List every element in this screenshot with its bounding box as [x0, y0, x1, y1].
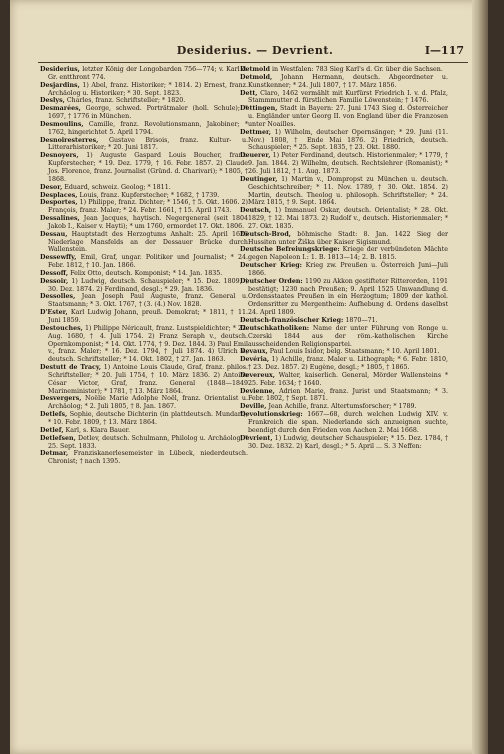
dictionary-entry — [40, 293, 248, 309]
entry-text: 1) Martin v., Dompropst zu München u. deutsch. Geschichtschreiber; * 11. Nov. 1789, † 30. Okt. 1854. 2) Martin, deutsch. Theolog u. philosoph. Schriftsteller; * 24. März 1815, † 9. Sept. 1864. — [248, 175, 448, 207]
dictionary-entry — [240, 105, 448, 129]
dictionary-entry — [40, 121, 248, 137]
dictionary-entry — [40, 184, 248, 192]
entry-text: 1) Peter Ferdinand, deutsch. Historienmaler; * 1779, † 9. Jan. 1844. 2) Wilhelm, deutsch. Rechtslehrer (Romanist); * 26. Juli 1812, † 1. Aug. 1873. — [248, 152, 448, 175]
entry-headword: Destouches, — [40, 324, 83, 332]
page-number: I—117 — [424, 44, 464, 57]
entry-headword: Deutsch-französischer Krieg: — [240, 317, 344, 324]
dictionary-entry — [40, 97, 248, 105]
dictionary-entry — [40, 278, 248, 294]
dictionary-entry — [40, 82, 248, 98]
dictionary-entry — [240, 278, 448, 317]
entry-headword: Deutsche Befreiungskriege: — [240, 246, 340, 254]
dictionary-entry — [40, 364, 248, 395]
entry-headword: Desmarées, — [40, 105, 81, 113]
entry-headword: Deslys, — [40, 97, 65, 105]
entry-headword: Detlef, — [40, 426, 64, 434]
entry-text: 1) Ludwig, deutsch. Schauspieler; * 15. Dez. 1809, † 30. Dez. 1874. 2) Ferdinand, desgl.; * 29. Jan. 1836. — [48, 277, 248, 293]
entry-text: Krieg zw. Preußen u. Österreich Juni—Juli 1866. — [248, 262, 449, 277]
dictionary-entry — [40, 66, 248, 82]
entry-text: Charles, franz. Schriftsteller; * 1820. — [64, 97, 186, 105]
entry-headword: Dessau, — [40, 230, 68, 238]
entry-headword: Deutscher Krieg: — [240, 262, 302, 270]
dictionary-entry — [40, 192, 248, 200]
entry-text: in Westfalen: 783 Sieg Karl's d. Gr. über die Sachsen. — [270, 66, 443, 73]
dictionary-entry — [240, 317, 448, 325]
entry-headword: Desmoulins, — [40, 120, 84, 128]
entry-headword: Deutsch-Brod, — [240, 230, 291, 238]
entry-headword: Detmold — [240, 66, 271, 73]
entry-text: 1) Immanuel Oskar, deutsch. Orientalist; * 28. Okt. 1829, † 12. Mai 1873. 2) Rudolf v., deutsch. Historienmaler; * 27. Okt. 1835. — [248, 207, 448, 230]
dictionary-entry — [240, 388, 448, 404]
entry-text: George, schwed. Porträtmaler (holl. Schule); * 1697, † 1776 in München. — [48, 105, 248, 121]
entry-headword: Detlefsen, — [40, 434, 76, 442]
dictionary-entry — [240, 262, 448, 278]
dictionary-entry — [40, 231, 248, 255]
dictionary-entry — [240, 411, 448, 435]
entry-text: Gustave Brisois, franz. Kultur- u. Litterarhistoriker; * 20. Juni 1817. — [48, 136, 248, 152]
entry-headword: Desportes, — [40, 199, 78, 207]
running-title: Desiderius. — Devrient. — [176, 44, 334, 57]
dictionary-entry — [240, 231, 448, 247]
left-column — [40, 66, 248, 466]
dictionary-entry — [240, 74, 448, 90]
entry-text: 1) Wilhelm, deutscher Opernsänger; * 29. Juni (11. Nov.) 1808, † Ende Mai 1876. 2) Friedrich, deutsch. Schauspieler; * 25. Sept. 1835, † 23. Okt. 1880. — [248, 128, 448, 152]
entry-headword: Desnoiresterres, — [40, 136, 99, 144]
header-rule — [38, 62, 468, 63]
dictionary-entry — [40, 309, 248, 325]
entry-headword: Desvergers, — [40, 395, 82, 403]
dictionary-entry — [240, 403, 448, 411]
entry-text: letzter König der Longobarden 756—774; v. Karl d. Gr. entthront 774. — [48, 66, 248, 81]
book-page — [10, 0, 488, 754]
entry-headword: Dessewffy, — [40, 254, 77, 262]
entry-text: 1) Antoine Louis Claude, Graf, franz. philos. Schriftsteller; * 20. Juli 1754, † 10. März 1836. 2) Antoine César Victor, Graf, franz. General (1848—1849 Marineminister); * 1781, † 13. März 1864. — [48, 364, 248, 395]
entry-headword: Devrient, — [240, 434, 273, 442]
entry-text: 1) Philippe Néricault, franz. Lustspieldichter; * 22. Aug. 1680, † 4. Juli 1754. 2) Franz Seraph v., deutsch. Opernkomponist; * 14. Okt. 1774, † 9. Dez. 1844. 3) Paul Emil v., franz. Maler; * 16. Dez. 1794, † Juli 1874. 4) Ulrich v., deutsch. Schriftsteller; * 14. Okt. 1802, † 27. Jan. 1863. — [48, 324, 248, 364]
entry-headword: Dessolles, — [40, 293, 76, 301]
dictionary-entry — [40, 427, 248, 435]
entry-headword: Dessoff, — [40, 269, 69, 277]
entry-headword: Detlefs, — [40, 411, 68, 419]
entry-text: Felix Otto, deutsch. Komponist; * 14. Jan. 1835. — [68, 269, 223, 277]
entry-text: Detlev, deutsch. Schulmann, Philolog u. Archäolog; * 25. Sept. 1833. — [48, 434, 248, 450]
entry-headword: Deutschkatholiken: — [240, 324, 310, 332]
entry-text: Camille, franz. Revolutionsmann, Jakobiner; * 1762, hingerichtet 5. April 1794. — [48, 120, 248, 136]
entry-text: Karl, s. Klara Bauer. — [63, 426, 130, 434]
dictionary-entry — [240, 207, 448, 231]
page-edge — [472, 0, 488, 754]
entry-text: Noëlie Marie Adolphe Noël, franz. Orientalist u. Archäolog; * 2. Juli 1805, † 8. Jan. 1867. — [48, 395, 248, 411]
entry-headword: D'Ester, — [40, 309, 68, 317]
entry-headword: Desjardins, — [40, 81, 80, 89]
dictionary-entry — [40, 137, 248, 153]
entry-headword: Devereux, — [240, 371, 275, 379]
entry-text: Johann Hermann, deutsch. Abgeordneter u. Kunstkenner; * 24. Juli 1807, † 17. März 1856. — [248, 73, 448, 89]
dictionary-entry — [40, 105, 248, 121]
running-header — [38, 44, 472, 64]
dictionary-entry — [40, 215, 248, 231]
entry-headword: Destutt de Tracy, — [40, 364, 102, 372]
entry-text: Jean Joseph Paul Auguste, franz. General u. Staatsmann; * 3. Okt. 1767, † (3. (4.) Nov. 1828. — [48, 293, 248, 309]
dictionary-entry — [40, 450, 248, 466]
entry-text: Kriege der verbündeten Mächte gegen Napoleon I.: 1. B. 1813—14; 2. B. 1815. — [248, 246, 448, 262]
dictionary-entry — [240, 372, 448, 388]
dictionary-entry — [40, 254, 248, 270]
entry-text: 1) Philippe, franz. Dichter; * 1546, † 5. Okt. 1606. 2) François, franz. Maler; * 24. Febr. 1661, † 15. April 1743. — [48, 199, 248, 215]
entry-text: Stadt in Bayern: 27. Juni 1743 Sieg d. Österreicher u. Engländer unter Georg II. von England über die Franzosen unter Noailles. — [248, 105, 448, 128]
dictionary-entry — [240, 246, 448, 262]
entry-text: böhmische Stadt: 8. Jan. 1422 Sieg der Hussiten unter Žiška über Kaiser Sigismund. — [248, 230, 448, 246]
entry-text: Franziskanerlesemeister in Lübeck, niederdeutsch. Chronist; † nach 1395. — [48, 450, 248, 466]
entry-text: Paul Louis Isidor, belg. Staatsmann; * 10. April 1801. — [267, 348, 440, 356]
entry-headword: Detmold, — [240, 73, 273, 81]
entry-headword: Desnoyers, — [40, 152, 79, 160]
dictionary-entry — [240, 176, 448, 207]
dictionary-entry — [40, 199, 248, 215]
entry-headword: Devolutionskrieg: — [240, 411, 303, 419]
entry-text: Walter, kaiserlich. General, Mörder Wallensteins * 25. Febr. 1634; † 1640. — [248, 371, 448, 387]
entry-headword: Devéria, — [240, 356, 270, 364]
entry-headword: Dessoir, — [40, 277, 69, 285]
entry-text: 1) Ludwig, deutscher Schauspieler; * 15. Dez. 1784, † 30. Dez. 1832. 2) Karl, desgl.; * 5. April ... S. 3 Neffen: — [248, 434, 448, 450]
entry-headword: Deutinger, — [240, 175, 278, 183]
entry-text: 1) Auguste Gaspard Louis Boucher, franz. Kupferstecher; * 19. Dez. 1779, † 16. Febr. 1857. 2) Claude Jos. Florence, franz. Journalist (Gründ. d. Charivari); * 1805, † 1868. — [48, 152, 248, 183]
entry-headword: Detmar, — [40, 450, 69, 458]
entry-headword: Dett, — [240, 89, 258, 97]
entry-headword: Deville, — [240, 403, 267, 411]
entry-text: Claro, 1462 vermählt mit Kurfürst Friedrich I. v. d. Pfalz, Stammmutter d. fürstlichen Familie Löwenstein; † 1476. — [248, 89, 448, 105]
dictionary-entry — [40, 152, 248, 183]
entry-text: 1870—71. — [343, 317, 378, 324]
dictionary-entry — [40, 435, 248, 451]
entry-headword: Devienne, — [240, 387, 275, 395]
dictionary-entry — [40, 395, 248, 411]
entry-headword: Deutsch, — [240, 207, 272, 215]
entry-text: Sophie, deutsche Dichterin (in plattdeutsch. Mundart); * 10. Febr. 1809, † 13. März 1864. — [48, 411, 248, 426]
entry-headword: Desor, — [40, 183, 63, 191]
dictionary-entry — [240, 435, 448, 451]
entry-text: Jean Jacques, haytisch. Negergeneral (seit 1804 Jakob I., Kaiser v. Hayti); * um 1760, ermordet 17. Okt. 1806. — [48, 215, 248, 230]
entry-headword: Dettmer, — [240, 128, 272, 136]
entry-text: Eduard, schweiz. Geolog; * 1811. — [62, 183, 171, 191]
entry-text: Jean Achille, franz. Altertumsforscher; * 1789. — [266, 403, 417, 411]
dictionary-entry — [240, 356, 448, 372]
dictionary-entry — [40, 411, 248, 427]
dictionary-entry — [240, 90, 448, 106]
entry-text: Emil, Graf, ungar. Politiker und Journalist; * 24. Febr. 1812, † 10. Jan. 1866. — [48, 254, 248, 270]
entry-text: Karl Ludwig Johann, preuß. Demokrat; * 1811, † 11. Juni 1859. — [48, 309, 248, 324]
dictionary-entry — [240, 325, 448, 349]
entry-text: Name der unter Führung von Ronge u. Czerski 1844 aus der röm.-katholischen Kirche ausscheidenden Religionspartei. — [248, 324, 448, 348]
entry-headword: Deuerer, — [240, 152, 271, 160]
entry-text: 1667—68, durch welchen Ludwig XIV. v. Frankreich die span. Niederlande sich anzueignen suchte, beendigt durch den Frieden von Aachen 2. Mai 1668. — [248, 411, 448, 434]
dictionary-entry — [240, 348, 448, 356]
dictionary-entry — [240, 152, 448, 176]
entry-text: 1) Abel, franz. Historiker; * 1814. 2) Ernest, franz. Archäolog u. Historiker; * 30. Sept. 1823. — [48, 81, 248, 97]
entry-headword: Desiderius, — [40, 66, 80, 73]
entry-headword: Dessalines, — [40, 215, 80, 223]
entry-text: Hauptstadt des Herzogtums Anhalt: 25. April 1626 Niederlage Mansfelds an der Dessauer Brücke durch Wallenstein. — [48, 230, 248, 254]
entry-text: 1) Achille, franz. Maler u. Lithograph; * 6. Febr. 1810, † 23. Dez. 1857. 2) Eugène, desgl.; * 1805, † 1865. — [248, 356, 448, 372]
entry-headword: Deutscher Orden: — [240, 277, 303, 285]
dictionary-entry — [40, 270, 248, 278]
entry-text: Louis, franz. Kupferstecher; * 1682, † 1739. — [77, 191, 220, 199]
dictionary-entry — [240, 129, 448, 153]
entry-headword: Dettingen, — [240, 105, 278, 113]
right-column — [240, 66, 448, 450]
entry-headword: Desplaces, — [40, 191, 78, 199]
dictionary-entry — [40, 325, 248, 364]
entry-text: Adrien Marie, franz. Jurist und Staatsmann; * 3. Febr. 1802, † Sept. 1871. — [248, 387, 448, 403]
dictionary-entry — [240, 66, 448, 74]
entry-text: 1190 zu Akkon gestifteter Ritterorden, 1191 bestätigt; 1230 nach Preußen; 9. April 1525 Umwandlung d. Ordensstaates Preußen in ein Herzogtum; 1809 der kathol. Ordensritter zu Mergentheim: Aufhebung d. Ordens daselbst 24. April 1809. — [248, 277, 448, 317]
entry-headword: Devaux, — [240, 348, 268, 356]
